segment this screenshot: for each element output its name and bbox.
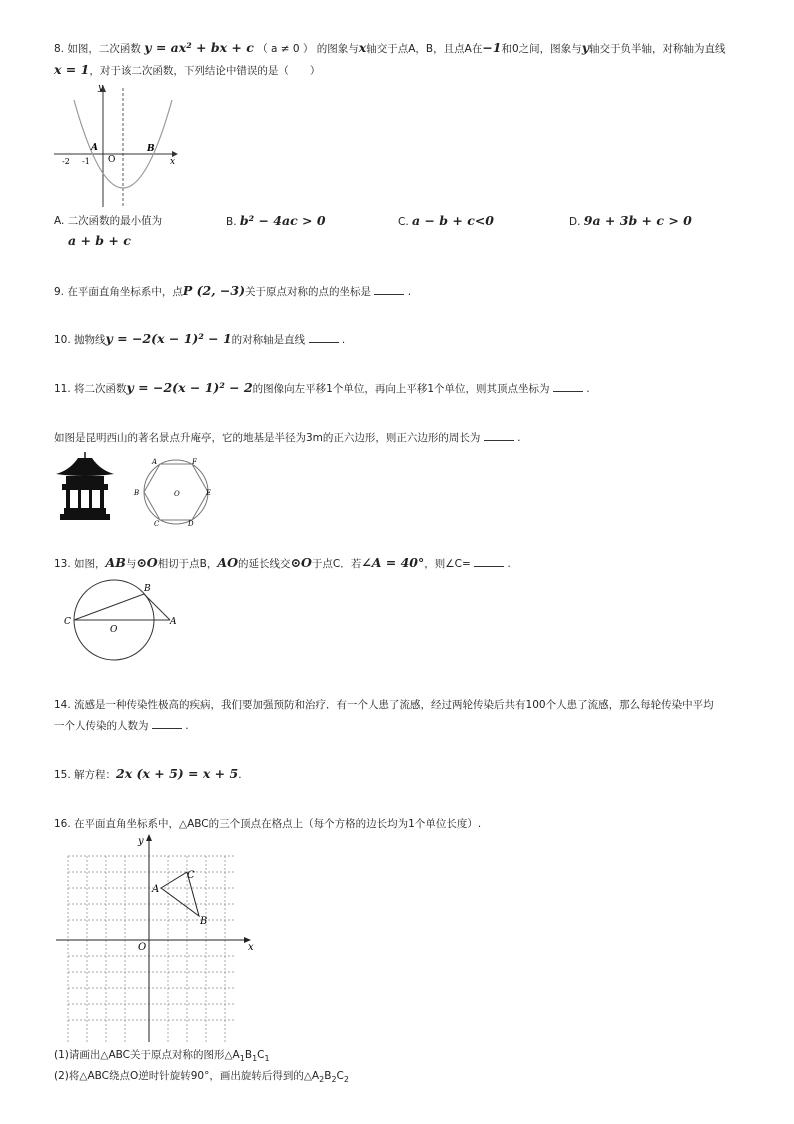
q14-line2-text: 一个人传染的人数为: [54, 720, 149, 732]
q13-t2: 相切于点B，: [157, 558, 218, 570]
q8-option-c: [398, 211, 494, 232]
q8-option-d: [569, 211, 692, 232]
graph-x-label: x: [170, 157, 176, 167]
q10-math: y = −2(x − 1)² − 1: [105, 331, 232, 346]
q15-prefix: 15. 解方程：: [54, 769, 117, 781]
q15-end: .: [238, 769, 242, 781]
q16-text: 16. 在平面直角坐标系中，△ABC的三个顶点在格点上（每个方格的边长均为1个单位长度）.: [54, 818, 482, 830]
sub1-b: B: [244, 1049, 253, 1061]
q12-end: .: [517, 432, 521, 444]
line-ba-tangent: [144, 594, 170, 620]
q10-answer-blank[interactable]: [309, 332, 339, 343]
pavilion-illustration: [54, 452, 116, 524]
sub2-sub-a: 2: [319, 1075, 325, 1085]
q9-answer-blank[interactable]: [374, 284, 404, 295]
line-cb: [74, 594, 144, 620]
q13-end: .: [507, 558, 511, 570]
q8-text3: 和0之间，图象与: [501, 43, 582, 55]
q13-prefix: 13. 如图，: [54, 558, 106, 570]
q9-suffix: 关于原点对称的点的坐标是: [245, 286, 372, 298]
q10-suffix: 的对称轴是直线: [231, 334, 306, 346]
opt-d-label: D.: [569, 216, 581, 228]
q8-function: y = ax² + bx + c: [144, 40, 254, 55]
sub2-sub-b: 2: [331, 1075, 337, 1085]
sub1-c: C: [257, 1049, 265, 1061]
opt-c-label: C.: [398, 216, 409, 228]
fig-label-b: B: [144, 584, 151, 594]
fig-label-c: C: [64, 617, 71, 627]
hex-label-b: B: [134, 489, 140, 497]
q8-option-b: [226, 211, 326, 232]
q15-math: 2x (x + 5) = x + 5: [116, 766, 239, 781]
hexagon-figure: [132, 456, 214, 528]
q8-axis-line: x = 1: [54, 62, 90, 77]
q14-line1: [54, 694, 754, 716]
opt-a-label: A.: [54, 215, 65, 227]
q14-line1-text: 14. 流感是一种传染性极高的疾病，我们要加强预防和治疗．有一个人患了流感，经过两轮传染后共有100个人患了流感，那么每轮传染中平均: [54, 699, 714, 711]
sub2-c: C: [336, 1070, 344, 1082]
grid-label-x: x: [248, 942, 254, 953]
q11-answer-blank[interactable]: [553, 381, 583, 392]
q8-yvar: y: [581, 40, 589, 55]
q8-text2: 轴交于点A，B，且点A在: [366, 43, 483, 55]
opt-b-label: B.: [226, 216, 237, 228]
q8-option-a: [54, 211, 162, 231]
graph-y-label: y: [98, 83, 104, 93]
q11: [54, 377, 754, 400]
graph-tick-minus2: -2: [62, 157, 70, 166]
opt-a-math: a + b + c: [68, 233, 131, 248]
q16-sub2: [54, 1065, 754, 1091]
grid-label-y: y: [138, 836, 144, 847]
hex-label-d: D: [188, 520, 194, 528]
q11-suffix: 的图像向左平移1个单位，再向上平移1个单位，则其顶点坐标为: [252, 383, 550, 395]
sub1-sub-a: 1: [239, 1054, 245, 1064]
hex-label-o: O: [174, 490, 180, 498]
q13-angle: ∠A = 40°: [361, 555, 425, 570]
sub1-sub-c: 1: [264, 1054, 270, 1064]
opt-c-math: a − b + c<0: [412, 213, 494, 228]
hex-label-c: C: [154, 520, 160, 528]
q14-end: .: [185, 720, 189, 732]
q8-option-a-math: [68, 231, 131, 252]
q13-ab: AB: [105, 555, 126, 570]
hex-label-a: A: [152, 458, 158, 466]
q8-line1: [54, 37, 754, 60]
sub1-sub-b: 1: [252, 1054, 258, 1064]
q11-prefix: 11. 将二次函数: [54, 383, 127, 395]
q8-line2-text: ，对于该二次函数，下列结论中错误的是（ ）: [89, 65, 321, 77]
q8-text4: 轴交于负半轴，对称轴为直线: [588, 43, 726, 55]
grid-label-a: A: [152, 884, 160, 895]
opt-d-math: 9a + 3b + c > 0: [583, 213, 692, 228]
q12-text: 如图是昆明西山的著名景点升庵亭，它的地基是半径为3m的正六边形，则正六边形的周长为: [54, 432, 481, 444]
q12-answer-blank[interactable]: [484, 430, 514, 441]
q14-answer-blank[interactable]: [152, 718, 182, 729]
q16-sub1-prefix: (1)请画出△ABC关于原点对称的图形△A: [54, 1049, 240, 1061]
pavilion-roof: [56, 458, 114, 476]
sub2-sub-c: 2: [343, 1075, 349, 1085]
q8-parabola-graph: [54, 80, 184, 208]
grid-label-o: O: [138, 942, 147, 953]
graph-origin: O: [108, 155, 116, 165]
q12: [54, 427, 754, 449]
hex-label-e: E: [206, 489, 212, 497]
q13-circle1: ⊙O: [136, 555, 158, 570]
q13-ao: AO: [217, 555, 238, 570]
q8-text1: 的图象与: [316, 43, 359, 55]
q9-prefix: 9. 在平面直角坐标系中，点: [54, 286, 183, 298]
q15: [54, 763, 754, 786]
q8-prefix: 8. 如图，二次函数: [54, 43, 141, 55]
q14-line2: [54, 715, 754, 737]
q10: [54, 328, 754, 351]
q8-neg1: −1: [482, 40, 502, 55]
fig-label-o: O: [110, 625, 118, 635]
grid-y-arrow: [146, 834, 152, 841]
q13-t4: 于点C．若: [311, 558, 362, 570]
grid-label-b: B: [200, 916, 208, 927]
graph-point-a: A: [91, 143, 98, 153]
grid-lines: [68, 856, 234, 1042]
q13-circle-figure: [60, 578, 190, 662]
q10-end: .: [341, 334, 346, 346]
grid-label-c: C: [187, 870, 195, 881]
q13-t3: 的延长线交: [238, 558, 291, 570]
sub2-b: B: [324, 1070, 332, 1082]
hex-label-f: F: [192, 458, 197, 466]
q8-line2: [54, 59, 754, 82]
q8-xvar: x: [358, 40, 367, 55]
q16-coordinate-grid: [54, 832, 264, 1044]
q13-circle2: ⊙O: [290, 555, 312, 570]
graph-tick-minus1: -1: [82, 157, 90, 166]
fig-label-a: A: [170, 617, 177, 627]
q13-answer-blank[interactable]: [474, 556, 504, 567]
q13-t5: ，则∠C=: [424, 558, 471, 570]
opt-a-text: 二次函数的最小值为: [67, 215, 163, 227]
q11-math: y = −2(x − 1)² − 2: [126, 380, 253, 395]
q10-prefix: 10. 抛物线: [54, 334, 106, 346]
q9: [54, 280, 754, 303]
q13-t1: 与: [125, 558, 137, 570]
q11-end: .: [586, 383, 590, 395]
q13: [54, 552, 754, 575]
q16-sub2-prefix: (2)将△ABC绕点O逆时针旋转90°，画出旋转后得到的△A: [54, 1070, 320, 1082]
opt-b-math: b² − 4ac > 0: [239, 213, 326, 228]
q9-end: .: [407, 286, 412, 298]
q9-math: P (2, −3): [182, 283, 246, 298]
graph-point-b: B: [147, 144, 155, 154]
q8-condition: （ a ≠ 0 ）: [257, 43, 314, 55]
